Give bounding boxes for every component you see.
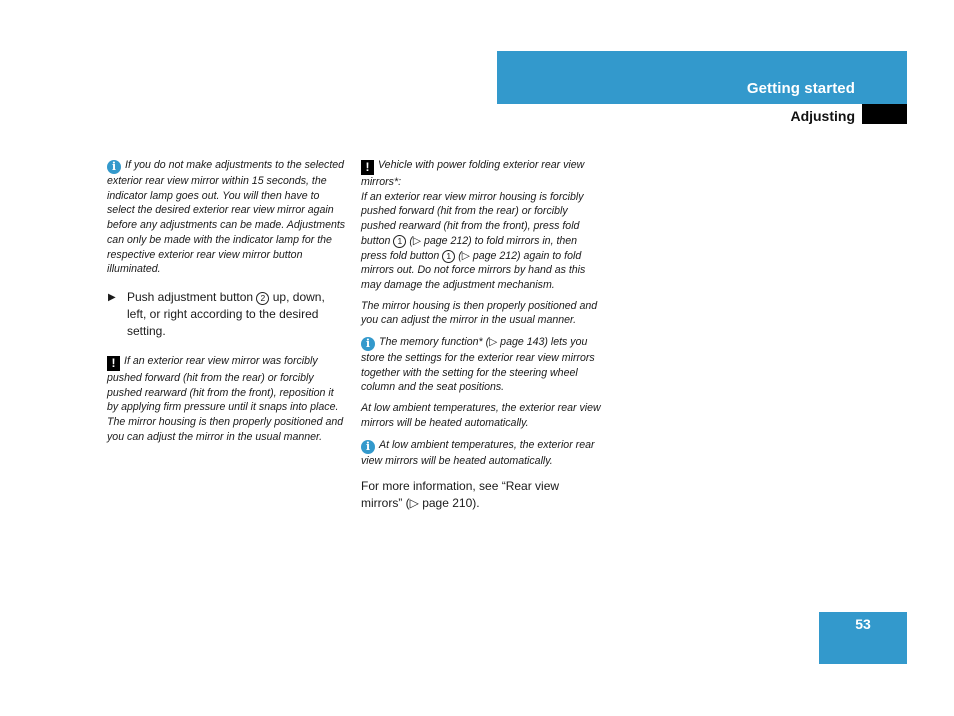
- page-number-box: [819, 612, 907, 664]
- subsection-marker: [862, 104, 907, 124]
- warning-note-text: If an exterior rear view mirror was forcibly pushed forward (hit from the rear) or forcibly pushed rearward (hit from the front), reposition it by applying firm pressure until it snaps into place. The mirror housing is then properly positioned and you can adjust the mirror in the usual manner.: [107, 354, 344, 443]
- more-info-text: For more information, see “Rear view mirrors” (▷ page 210).: [361, 479, 560, 511]
- warning-note: [107, 354, 347, 445]
- memory-info-text: [361, 335, 601, 395]
- warning-heading-text: Vehicle with power folding exterior rear view mirrors*:: [361, 159, 585, 188]
- info-icon: i: [107, 160, 121, 174]
- subsection-header: [497, 104, 907, 126]
- step-text-end: up, down, left, or right according to the desired setting.: [127, 289, 325, 338]
- memory-info-note: [361, 335, 601, 431]
- info-note: [107, 158, 347, 277]
- left-column: [107, 158, 347, 451]
- warning-icon: !: [361, 160, 374, 175]
- warning-text-part-1: If an exterior rear view mirror housing is forcibly pushed forward (hit from the rear) or forcibly pushed rearward (hit from the front), press fold button: [361, 190, 584, 247]
- info-icon: i: [361, 337, 375, 351]
- power-folding-warning-note: [361, 158, 601, 328]
- button-number-badge: 2: [256, 292, 269, 305]
- step-text-start: Push adjustment button: [127, 289, 257, 304]
- memory-info-text-body: The memory function* (▷ page 143) lets you store the settings for the exterior rear view mirrors together with the setting for the steering wheel column and the seat positions.: [361, 336, 595, 394]
- warning-followup: The mirror housing is then properly positioned and you can adjust the mirror in the usual manner.: [361, 299, 598, 327]
- section-header-bar: [497, 51, 907, 104]
- warning-icon: !: [107, 356, 120, 371]
- fold-button-badge: 1: [442, 250, 455, 263]
- warning-text-part-3: (▷ page 212) again to fold mirrors out. Do not force mirrors by hand as this may damage the adjustment mechanism.: [361, 249, 586, 291]
- page-number: 53: [855, 616, 871, 632]
- info-icon: i: [361, 440, 375, 454]
- fold-button-badge: 1: [393, 235, 406, 248]
- instruction-step: [107, 289, 347, 340]
- warning-text-part-2: (▷ page 212) to fold mirrors in, then press fold button: [361, 234, 578, 262]
- heating-info-note-text: At low ambient temperatures, the exterior rear view mirrors will be heated automatically.: [361, 438, 595, 467]
- info-note-text: If you do not make adjustments to the selected exterior rear view mirror within 15 seconds, the indicator lamp goes out. You will then have to select the desired exterior rear view mirror again before any adjustments can be made. Adjustments can only be made with the indicator lamp for the respective exterior rear view mirror button illuminated.: [107, 159, 346, 276]
- heating-info-note: [361, 438, 601, 469]
- heating-info-text: At low ambient temperatures, the exterior rear view mirrors will be heated automatically.: [361, 402, 601, 429]
- warning-heading: [361, 158, 601, 293]
- subsection-title: Adjusting: [790, 108, 855, 124]
- middle-column: [361, 158, 601, 512]
- section-title: Getting started: [746, 80, 855, 97]
- step-arrow-icon: ▶: [108, 291, 116, 303]
